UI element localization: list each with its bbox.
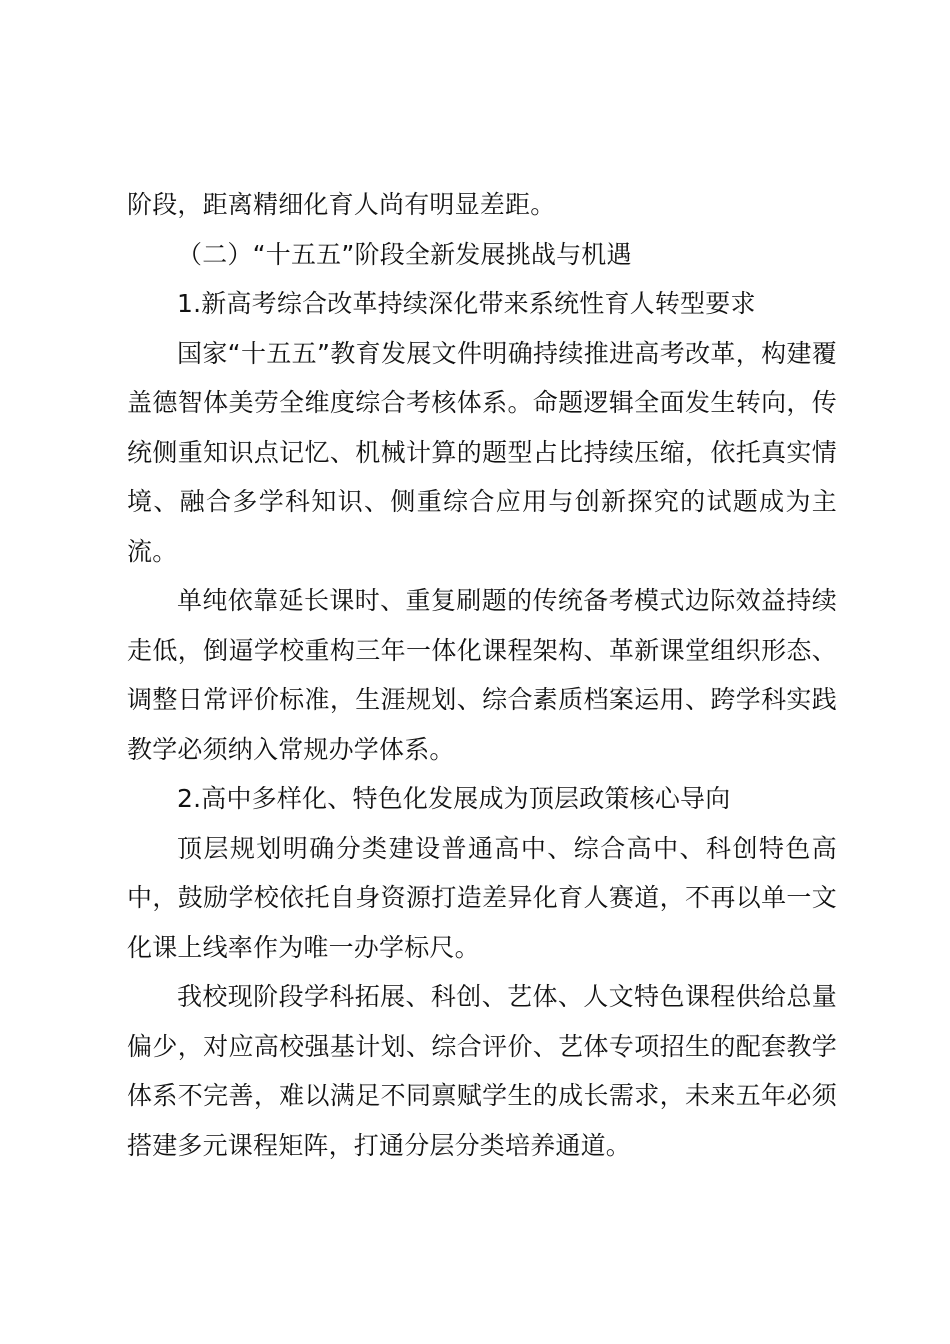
paragraph-continuation: 阶段，距离精细化育人尚有明显差距。 — [127, 190, 556, 219]
document-body — [127, 180, 837, 1170]
body-paragraph: 顶层规划明确分类建设普通高中、综合高中、科创特色高中，鼓励学校依托自身资源打造差异化育人赛道，不再以单一文化课上线率作为唯一办学标尺。 — [127, 833, 837, 962]
body-paragraph: 单纯依靠延长课时、重复刷题的传统备考模式边际效益持续走低，倒逼学校重构三年一体化课程架构、革新课堂组织形态、调整日常评价标准，生涯规划、综合素质档案运用、跨学科实践教学必须纳入常规办学体系。 — [127, 586, 837, 764]
section-heading: （二）“十五五”阶段全新发展挑战与机遇 — [177, 239, 632, 269]
subsection-heading-2: 2.高中多样化、特色化发展成为顶层政策核心导向 — [177, 784, 731, 813]
body-paragraph: 我校现阶段学科拓展、科创、艺体、人文特色课程供给总量偏少，对应高校强基计划、综合评价、艺体专项招生的配套教学体系不完善，难以满足不同禀赋学生的成长需求，未来五年必须搭建多元课程矩阵，打通分层分类培养通道。 — [127, 982, 837, 1160]
body-paragraph: 国家“十五五”教育发展文件明确持续推进高考改革，构建覆盖德智体美劳全维度综合考核体系。命题逻辑全面发生转向，传统侧重知识点记忆、机械计算的题型占比持续压缩，依托真实情境、融合多学科知识、侧重综合应用与创新探究的试题成为主流。 — [127, 338, 837, 566]
subsection-heading-1: 1.新高考综合改革持续深化带来系统性育人转型要求 — [177, 289, 756, 318]
